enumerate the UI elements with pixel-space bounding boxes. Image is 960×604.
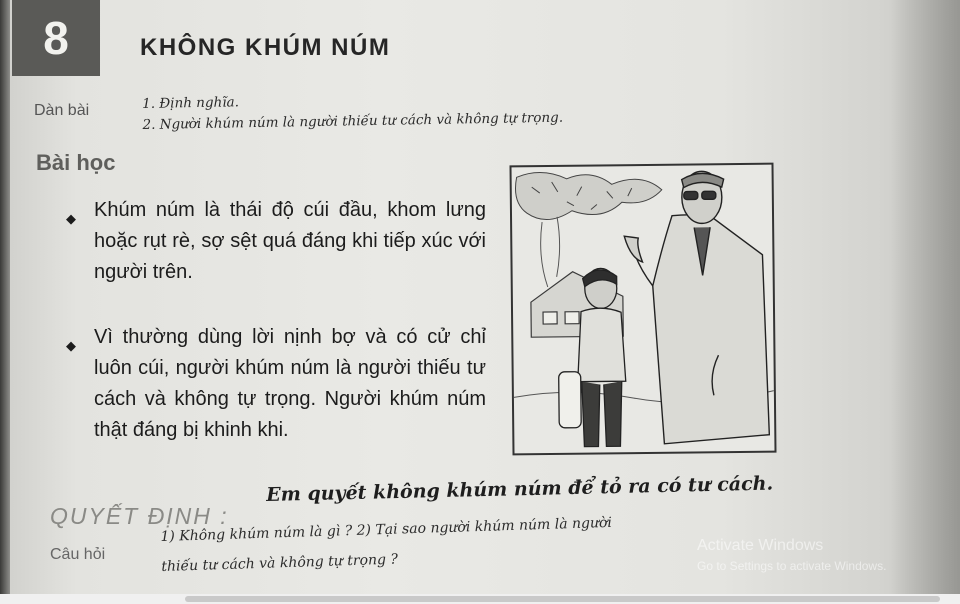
lesson-bullet <box>66 195 486 288</box>
watermark-subtitle: Go to Settings to activate Windows. <box>697 559 887 573</box>
lesson-bullet-text: Vì thường dùng lời nịnh bợ và có cử chỉ luôn cúi, người khúm núm là người thiếu tư cách và không tự trọng. Người khúm núm thật đáng bị khinh khi. <box>94 326 486 441</box>
lesson-bullet-text: Khúm núm là thái độ cúi đầu, khom lưng hoặc rụt rè, sợ sệt quá đáng khi tiếp xúc với người trên. <box>94 199 486 283</box>
tree-foliage-icon <box>515 171 662 287</box>
question-line: 1) Không khúm núm là gì ? 2) Tại sao người khúm núm là người <box>160 514 613 545</box>
scrollbar-thumb[interactable] <box>185 596 940 602</box>
activation-watermark <box>697 537 886 573</box>
diamond-bullet-icon: ◆ <box>66 211 76 226</box>
man-figure-icon <box>624 171 770 444</box>
decision-text: Em quyết không khúm núm để tỏ ra có tư cách. <box>266 472 774 506</box>
man-and-boy-illustration <box>509 163 776 456</box>
outline-label: Dàn bài <box>34 102 90 119</box>
questions-label: Câu hỏi <box>50 546 106 563</box>
lesson-heading: Bài học <box>36 150 116 175</box>
watermark-title: Activate Windows <box>697 537 824 554</box>
page-shadow <box>890 0 960 604</box>
outline-item: 1. Định nghĩa. <box>142 94 240 112</box>
decision-label: QUYẾT ĐỊNH : <box>50 503 229 529</box>
questions-text <box>160 508 613 582</box>
outline-item: 2. Người khúm núm là người thiếu tư cách và không tự trọng. <box>142 109 564 133</box>
diamond-bullet-icon: ◆ <box>66 338 76 353</box>
lesson-title: KHÔNG KHÚM NÚM <box>140 34 391 61</box>
horizontal-scrollbar[interactable] <box>0 594 960 604</box>
question-line: thiếu tư cách và không tự trọng ? <box>161 551 399 575</box>
outline-list <box>142 87 563 136</box>
page-binding-edge <box>0 0 10 604</box>
lesson-bullet <box>66 322 486 446</box>
lesson-number-badge: 8 <box>12 0 100 76</box>
